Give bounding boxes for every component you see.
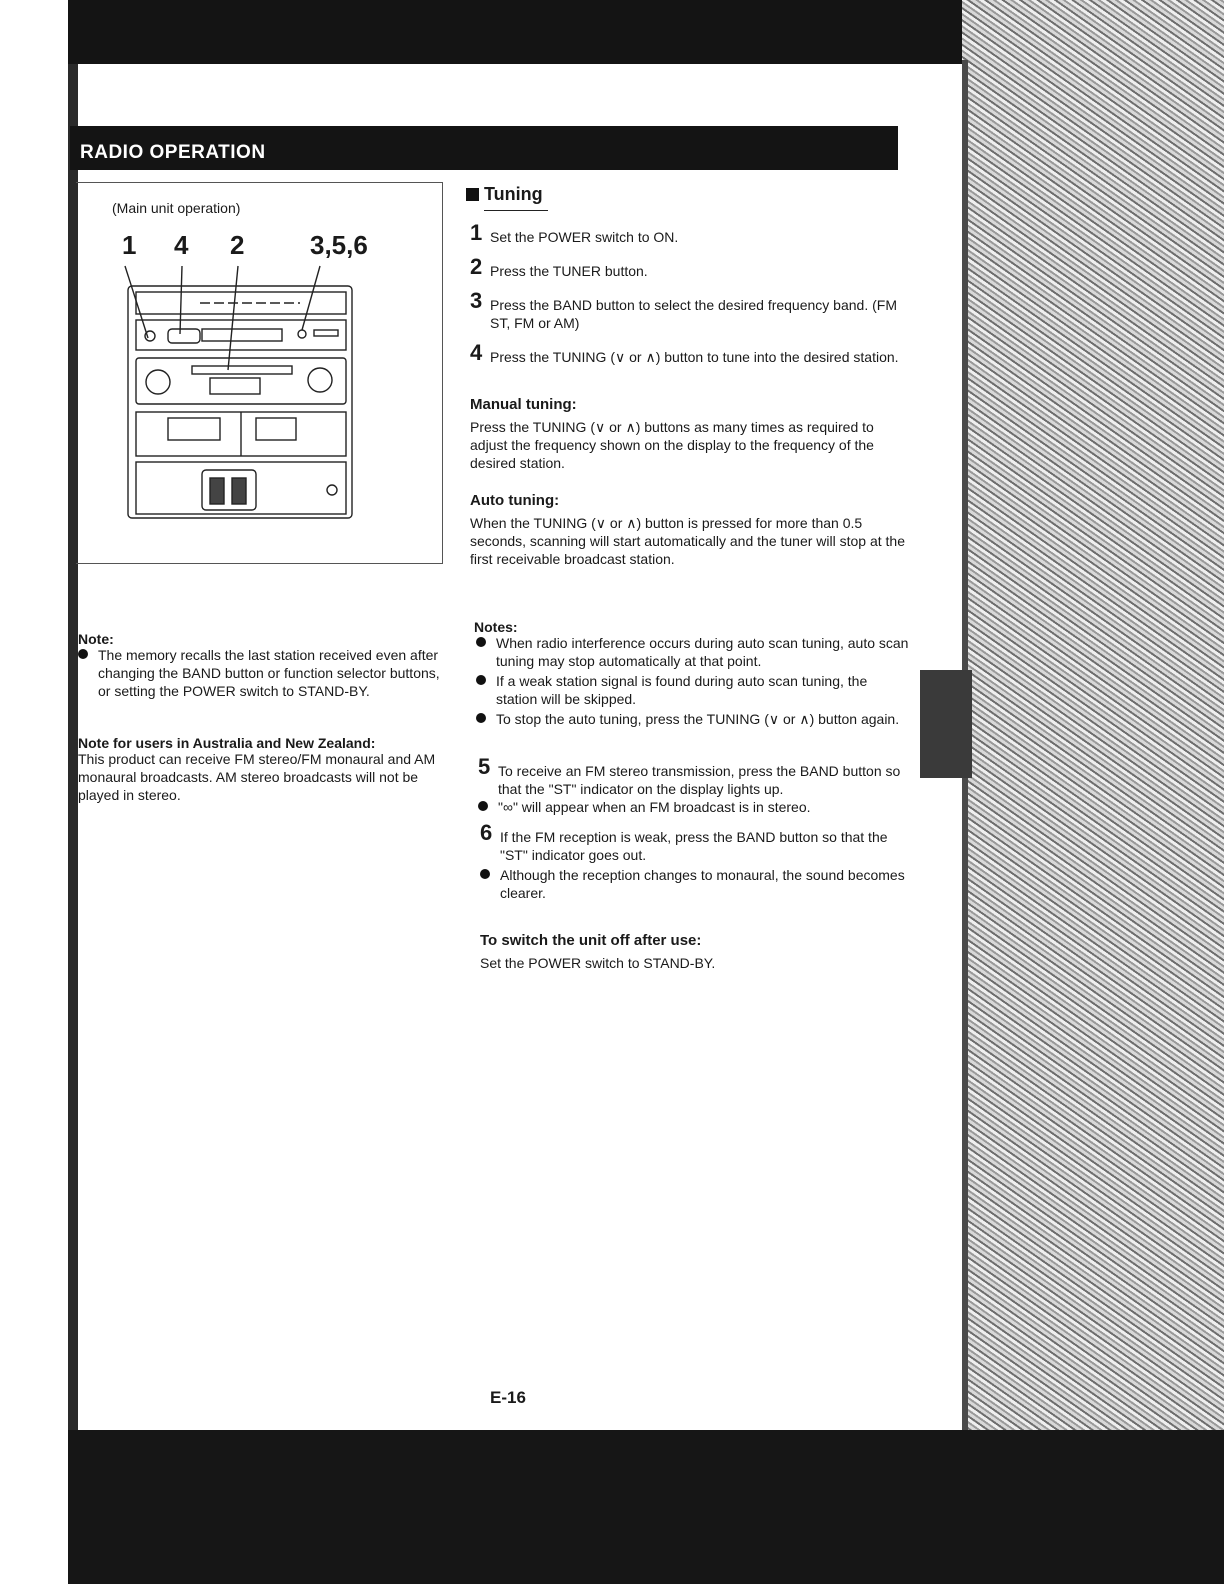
- step-4: 4 Press the TUNING (∨ or ∧) button to tune into the desired station.: [470, 340, 899, 365]
- notes-bullet-3: To stop the auto tuning, press the TUNING (∨ or ∧) button again.: [496, 710, 910, 728]
- tuning-rule: [484, 210, 548, 211]
- step-1: 1 Set the POWER switch to ON.: [470, 220, 679, 245]
- auto-tuning-text: When the TUNING (∨ or ∧) button is pressed for more than 0.5 seconds, scanning will start automatically and the tuner will stop at the first receivable broadcast station.: [470, 515, 906, 567]
- step-6: 6 If the FM reception is weak, press the BAND button so that the "ST" indicator goes out.: [480, 820, 888, 863]
- au-note-title: Note for users in Australia and New Zealand:: [78, 735, 376, 751]
- step-5-bullet: "∞" will appear when an FM broadcast is in stereo.: [498, 798, 912, 816]
- step-2: 2 Press the TUNER button.: [470, 254, 648, 279]
- section-header-title: RADIO OPERATION: [80, 142, 266, 163]
- section-header-bar: [70, 126, 898, 170]
- callout-4: 4: [174, 230, 189, 260]
- tuning-title: Tuning: [466, 184, 543, 205]
- section-thumb-tab: [920, 670, 972, 778]
- note-title: Note:: [78, 631, 114, 647]
- notes-title: Notes:: [474, 619, 518, 635]
- notes-bullet-2: If a weak station signal is found during auto scan tuning, the station will be skipped.: [496, 672, 910, 708]
- page-number: E-16: [490, 1388, 526, 1407]
- notes-bullet-1: When radio interference occurs during auto scan tuning, auto scan tuning may stop automatically at that point.: [496, 634, 910, 670]
- callout-2: 2: [230, 230, 245, 260]
- callout-1: 1: [122, 230, 137, 260]
- manual-tuning-title: Manual tuning:: [470, 396, 577, 413]
- step-6-bullet: Although the reception changes to monaural, the sound becomes clearer.: [500, 866, 914, 902]
- scan-border-bottom: [68, 1430, 1224, 1584]
- step-3: 3 Press the BAND button to select the desired frequency band. (FM ST, FM or AM): [470, 288, 897, 331]
- stereo-unit-illustration: [110, 258, 360, 530]
- switch-off-title: To switch the unit off after use:: [480, 932, 702, 949]
- auto-tuning-title: Auto tuning:: [470, 492, 560, 509]
- au-note-text: This product can receive FM stereo/FM monaural and AM monaural broadcasts. AM stereo broadcasts will not be played in stereo.: [78, 751, 436, 803]
- manual-tuning-text: Press the TUNING (∨ or ∧) buttons as many times as required to adjust the frequency shown on the display to the frequency of the desired station.: [470, 419, 874, 471]
- switch-off-text: Set the POWER switch to STAND-BY.: [480, 955, 716, 971]
- step-5: 5 To receive an FM stereo transmission, press the BAND button so that the "ST" indicator on the display lights up.: [478, 754, 901, 797]
- note-bullet: The memory recalls the last station received even after changing the BAND button or function selector buttons, or setting the POWER switch to STAND-BY.: [98, 646, 450, 700]
- callout-3-5-6: 3,5,6: [310, 230, 368, 260]
- scan-shadow-right: [962, 0, 1224, 1584]
- figure-caption: (Main unit operation): [112, 200, 241, 216]
